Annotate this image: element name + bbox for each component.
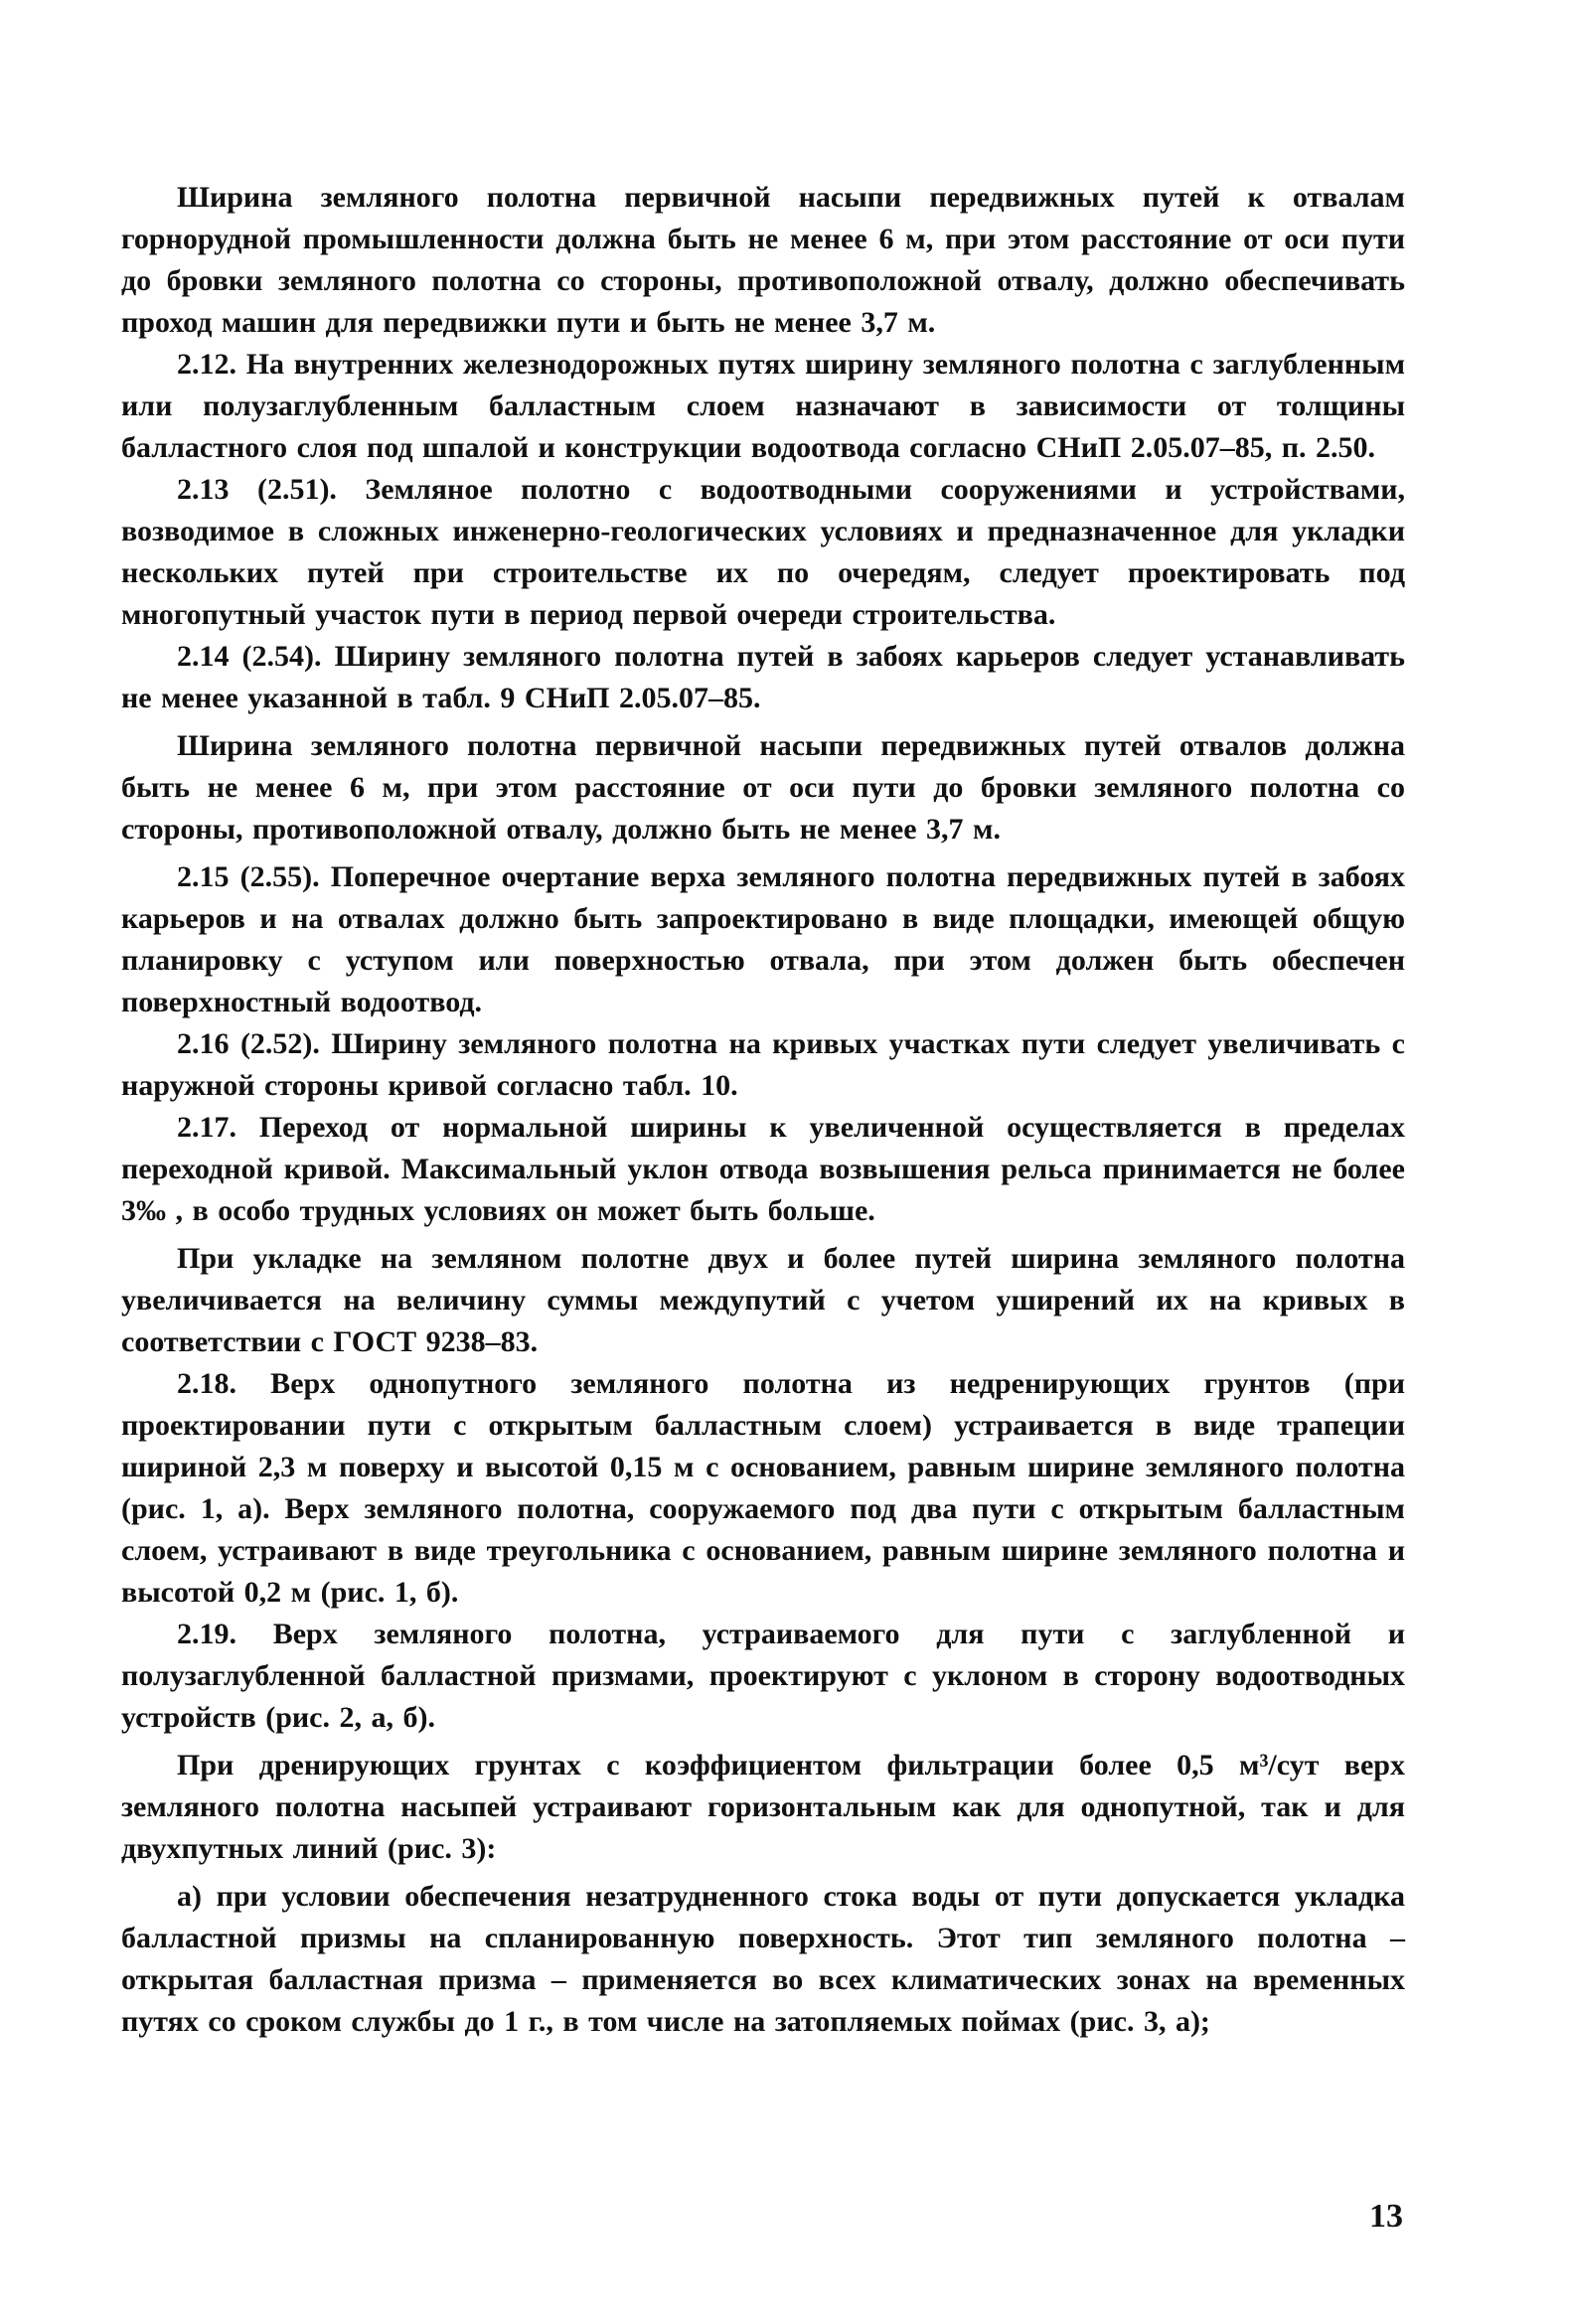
clause-number: 2.16 (2.52). <box>177 1027 320 1060</box>
paragraph-text: Ширину земляного полотна на кривых участках пути следует увеличивать с наружной стороны кривой согласно табл. 10. <box>121 1027 1405 1102</box>
paragraph-text: Земляное полотно с водоотводными сооружениями и устройствами, возводимое в сложных инженерно-геологических условиях и предназначенное для укладки нескольких путей при строительстве их по очередям, следует проектировать под многопутный участок пути в период первой очереди строительства. <box>121 473 1405 631</box>
paragraph-text: Поперечное очертание верха земляного полотна передвижных путей в забоях карьеров и на отвалах должно быть запроектировано в виде площадки, имеющей общую планировку с уступом или поверхностью отвала, при этом должен быть обеспечен поверхностный водоотвод. <box>121 860 1405 1018</box>
paragraph-text: а) при условии обеспечения незатрудненного стока воды от пути допускается укладка балластной призмы на спланированную поверхность. Этот тип земляного полотна – открытая балластная призма – применяется во всех климатических зонах на временных путях со сроком службы до 1 г., в том числе на затопляемых поймах (рис. 3, а); <box>121 1880 1405 2038</box>
paragraph <box>121 636 1405 719</box>
paragraph <box>121 725 1405 851</box>
paragraph-text: При дренирующих грунтах с коэффициентом фильтрации более 0,5 м³/сут верх земляного полотна насыпей устраивают горизонтальным как для однопутной, так и для двухпутных линий (рис. 3): <box>121 1749 1405 1865</box>
paragraph <box>121 1107 1405 1232</box>
document-body <box>121 177 1405 2043</box>
paragraph <box>121 344 1405 469</box>
paragraph <box>121 177 1405 344</box>
paragraph <box>121 1363 1405 1614</box>
paragraph <box>121 1614 1405 1739</box>
paragraph-text: При укладке на земляном полотне двух и более путей ширина земляного полотна увеличивается на величину суммы междупутий с учетом уширений их на кривых в соответствии с ГОСТ 9238–83. <box>121 1242 1405 1358</box>
paragraph-text: На внутренних железнодорожных путях ширину земляного полотна с заглубленным или полузаглубленным балластным слоем назначают в зависимости от толщины балластного слоя под шпалой и конструкции водоотвода согласно СНиП 2.05.07–85, п. 2.50. <box>121 348 1405 464</box>
clause-number: 2.19. <box>177 1618 236 1650</box>
paragraph-text: Ширину земляного полотна путей в забоях карьеров следует устанавливать не менее указанной в табл. 9 СНиП 2.05.07–85. <box>121 640 1406 714</box>
paragraph-text: Ширина земляного полотна первичной насыпи передвижных путей к отвалам горнорудной промышленности должна быть не менее 6 м, при этом расстояние от оси пути до бровки земляного полотна со стороны, противоположной отвалу, должно обеспечивать проход машин для передвижки пути и быть не менее 3,7 м. <box>121 181 1405 339</box>
paragraph-text: Переход от нормальной ширины к увеличенной осуществляется в пределах переходной кривой. Максимальный уклон отвода возвышения рельса принимается не более 3‰ , в особо трудных условиях он может быть больше. <box>121 1111 1405 1227</box>
clause-number: 2.17. <box>177 1111 236 1144</box>
paragraph-text: Верх однопутного земляного полотна из недренирующих грунтов (при проектировании пути с открытым балластным слоем) устраивается в виде трапеции шириной 2,3 м поверху и высотой 0,15 м с основанием, равным ширине земляного полотна (рис. 1, а). Верх земляного полотна, сооружаемого под два пути с открытым балластным слоем, устраивают в виде треугольника с основанием, равным ширине земляного полотна и высотой 0,2 м (рис. 1, б). <box>121 1367 1405 1609</box>
paragraph <box>121 856 1405 1023</box>
clause-number: 2.13 (2.51). <box>177 473 337 506</box>
paragraph <box>121 1023 1405 1107</box>
clause-number: 2.12. <box>177 348 236 381</box>
paragraph-text: Верх земляного полотна, устраиваемого для пути с заглубленной и полузаглубленной балластной призмами, проектируют с уклоном в сторону водоотводных устройств (рис. 2, а, б). <box>121 1618 1405 1734</box>
paragraph <box>121 1745 1405 1870</box>
page-number: 13 <box>1369 2198 1403 2235</box>
clause-number: 2.15 (2.55). <box>177 860 320 893</box>
paragraph-text: Ширина земляного полотна первичной насыпи передвижных путей отвалов должна быть не менее 6 м, при этом расстояние от оси пути до бровки земляного полотна со стороны, противоположной отвалу, должно быть не менее 3,7 м. <box>121 729 1405 846</box>
paragraph <box>121 1238 1405 1363</box>
paragraph <box>121 469 1405 636</box>
clause-number: 2.14 (2.54). <box>177 640 322 673</box>
paragraph <box>121 1876 1405 2043</box>
clause-number: 2.18. <box>177 1367 236 1400</box>
